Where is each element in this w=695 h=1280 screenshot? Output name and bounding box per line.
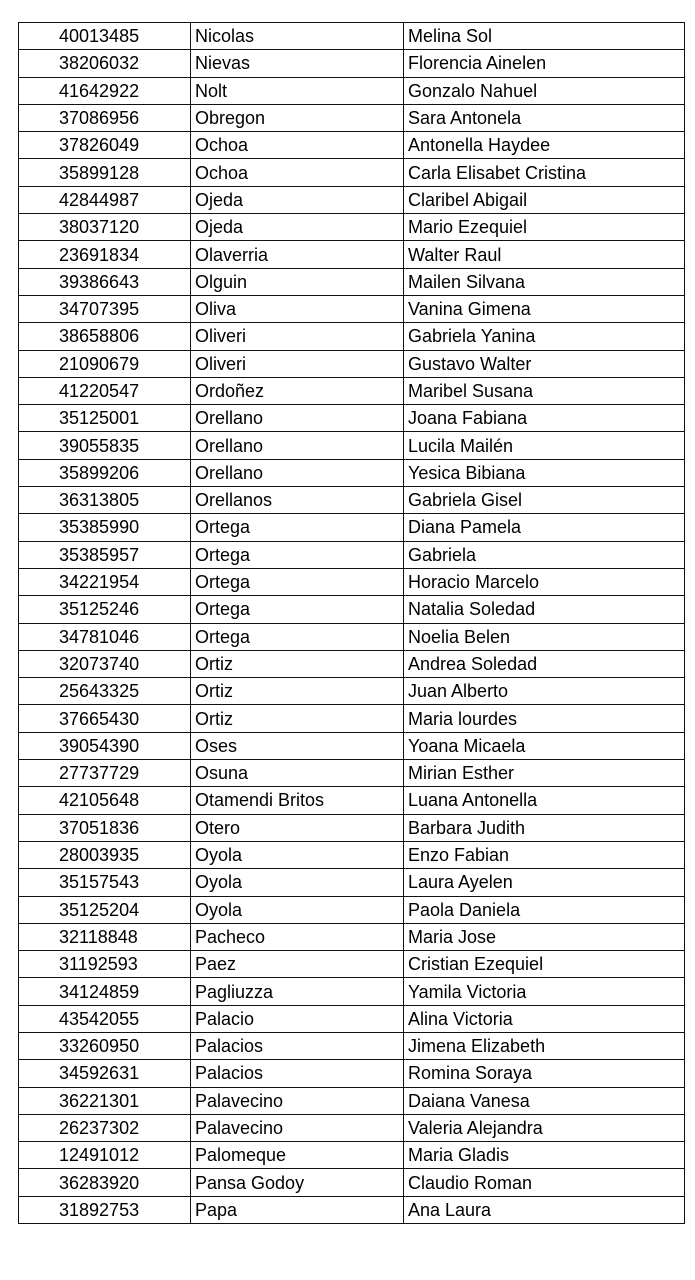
last-name-cell: Oliveri [191,350,404,377]
id-cell: 40013485 [19,23,191,50]
table-row [19,951,685,978]
last-name-cell: Orellano [191,432,404,459]
last-name-cell: Otamendi Britos [191,787,404,814]
table-row [19,159,685,186]
first-name-cell: Valeria Alejandra [404,1114,685,1141]
table-row [19,623,685,650]
last-name-cell: Pagliuzza [191,978,404,1005]
table-row [19,23,685,50]
table-row [19,760,685,787]
table-row [19,650,685,677]
table-row [19,1142,685,1169]
id-cell: 38037120 [19,214,191,241]
last-name-cell: Paez [191,951,404,978]
table-row [19,541,685,568]
first-name-cell: Florencia Ainelen [404,50,685,77]
last-name-cell: Oyola [191,841,404,868]
first-name-cell: Laura Ayelen [404,869,685,896]
id-cell: 37086956 [19,104,191,131]
table-row [19,869,685,896]
table-row [19,241,685,268]
first-name-cell: Maribel Susana [404,377,685,404]
table-row [19,77,685,104]
table-row [19,732,685,759]
table-row [19,1169,685,1196]
last-name-cell: Ortega [191,596,404,623]
last-name-cell: Olaverria [191,241,404,268]
first-name-cell: Yoana Micaela [404,732,685,759]
first-name-cell: Maria lourdes [404,705,685,732]
table-row [19,978,685,1005]
last-name-cell: Osuna [191,760,404,787]
id-cell: 37665430 [19,705,191,732]
last-name-cell: Otero [191,814,404,841]
id-cell: 39386643 [19,268,191,295]
first-name-cell: Maria Gladis [404,1142,685,1169]
id-cell: 27737729 [19,760,191,787]
last-name-cell: Pansa Godoy [191,1169,404,1196]
id-cell: 25643325 [19,678,191,705]
table-row [19,487,685,514]
last-name-cell: Obregon [191,104,404,131]
id-cell: 32118848 [19,923,191,950]
id-cell: 34592631 [19,1060,191,1087]
first-name-cell: Walter Raul [404,241,685,268]
table-row [19,432,685,459]
first-name-cell: Luana Antonella [404,787,685,814]
first-name-cell: Vanina Gimena [404,295,685,322]
last-name-cell: Pacheco [191,923,404,950]
first-name-cell: Noelia Belen [404,623,685,650]
table-row [19,787,685,814]
first-name-cell: Gabriela Yanina [404,323,685,350]
id-cell: 42844987 [19,186,191,213]
last-name-cell: Ochoa [191,159,404,186]
last-name-cell: Ojeda [191,214,404,241]
table-row [19,841,685,868]
table-row [19,568,685,595]
id-cell: 39054390 [19,732,191,759]
first-name-cell: Paola Daniela [404,896,685,923]
last-name-cell: Palacios [191,1060,404,1087]
first-name-cell: Lucila Mailén [404,432,685,459]
last-name-cell: Ortega [191,541,404,568]
table-row [19,923,685,950]
first-name-cell: Gabriela Gisel [404,487,685,514]
id-cell: 34707395 [19,295,191,322]
first-name-cell: Natalia Soledad [404,596,685,623]
id-cell: 31892753 [19,1196,191,1223]
table-row [19,896,685,923]
table-row [19,350,685,377]
first-name-cell: Mario Ezequiel [404,214,685,241]
last-name-cell: Nicolas [191,23,404,50]
first-name-cell: Carla Elisabet Cristina [404,159,685,186]
id-cell: 36221301 [19,1087,191,1114]
id-cell: 12491012 [19,1142,191,1169]
id-cell: 21090679 [19,350,191,377]
id-cell: 34781046 [19,623,191,650]
first-name-cell: Daiana Vanesa [404,1087,685,1114]
id-cell: 39055835 [19,432,191,459]
first-name-cell: Sara Antonela [404,104,685,131]
first-name-cell: Maria Jose [404,923,685,950]
document-page [18,22,684,1224]
table-row [19,323,685,350]
first-name-cell: Horacio Marcelo [404,568,685,595]
first-name-cell: Gabriela [404,541,685,568]
id-cell: 34124859 [19,978,191,1005]
table-row [19,214,685,241]
first-name-cell: Claribel Abigail [404,186,685,213]
table-row [19,405,685,432]
id-cell: 28003935 [19,841,191,868]
id-cell: 35125001 [19,405,191,432]
first-name-cell: Mirian Esther [404,760,685,787]
first-name-cell: Juan Alberto [404,678,685,705]
last-name-cell: Orellano [191,459,404,486]
table-row [19,268,685,295]
last-name-cell: Palacios [191,1032,404,1059]
table-row [19,1060,685,1087]
people-table [18,22,685,1224]
first-name-cell: Alina Victoria [404,1005,685,1032]
last-name-cell: Palacio [191,1005,404,1032]
table-row [19,1005,685,1032]
last-name-cell: Ortega [191,514,404,541]
table-row [19,104,685,131]
last-name-cell: Ortiz [191,650,404,677]
id-cell: 35125246 [19,596,191,623]
last-name-cell: Oses [191,732,404,759]
last-name-cell: Ordoñez [191,377,404,404]
id-cell: 31192593 [19,951,191,978]
first-name-cell: Andrea Soledad [404,650,685,677]
first-name-cell: Mailen Silvana [404,268,685,295]
last-name-cell: Palavecino [191,1087,404,1114]
id-cell: 41642922 [19,77,191,104]
id-cell: 32073740 [19,650,191,677]
id-cell: 26237302 [19,1114,191,1141]
last-name-cell: Olguin [191,268,404,295]
last-name-cell: Nolt [191,77,404,104]
id-cell: 37826049 [19,132,191,159]
last-name-cell: Papa [191,1196,404,1223]
first-name-cell: Barbara Judith [404,814,685,841]
last-name-cell: Palavecino [191,1114,404,1141]
id-cell: 35385957 [19,541,191,568]
table-row [19,1196,685,1223]
id-cell: 35125204 [19,896,191,923]
table-body [19,23,685,1224]
first-name-cell: Diana Pamela [404,514,685,541]
first-name-cell: Yesica Bibiana [404,459,685,486]
last-name-cell: Oyola [191,896,404,923]
first-name-cell: Gustavo Walter [404,350,685,377]
first-name-cell: Cristian Ezequiel [404,951,685,978]
table-row [19,814,685,841]
id-cell: 23691834 [19,241,191,268]
first-name-cell: Joana Fabiana [404,405,685,432]
table-row [19,132,685,159]
table-row [19,1032,685,1059]
id-cell: 36313805 [19,487,191,514]
id-cell: 33260950 [19,1032,191,1059]
last-name-cell: Ortiz [191,678,404,705]
last-name-cell: Ojeda [191,186,404,213]
id-cell: 38658806 [19,323,191,350]
last-name-cell: Orellanos [191,487,404,514]
first-name-cell: Antonella Haydee [404,132,685,159]
table-row [19,1114,685,1141]
first-name-cell: Melina Sol [404,23,685,50]
first-name-cell: Yamila Victoria [404,978,685,1005]
id-cell: 34221954 [19,568,191,595]
table-row [19,50,685,77]
table-row [19,705,685,732]
last-name-cell: Oliveri [191,323,404,350]
id-cell: 35899206 [19,459,191,486]
table-row [19,295,685,322]
table-row [19,377,685,404]
id-cell: 41220547 [19,377,191,404]
table-row [19,678,685,705]
id-cell: 43542055 [19,1005,191,1032]
id-cell: 37051836 [19,814,191,841]
id-cell: 35899128 [19,159,191,186]
last-name-cell: Ortega [191,623,404,650]
table-row [19,596,685,623]
first-name-cell: Jimena Elizabeth [404,1032,685,1059]
id-cell: 38206032 [19,50,191,77]
last-name-cell: Ortiz [191,705,404,732]
last-name-cell: Nievas [191,50,404,77]
id-cell: 35385990 [19,514,191,541]
first-name-cell: Enzo Fabian [404,841,685,868]
last-name-cell: Ochoa [191,132,404,159]
first-name-cell: Claudio Roman [404,1169,685,1196]
last-name-cell: Orellano [191,405,404,432]
id-cell: 36283920 [19,1169,191,1196]
first-name-cell: Gonzalo Nahuel [404,77,685,104]
last-name-cell: Ortega [191,568,404,595]
first-name-cell: Ana Laura [404,1196,685,1223]
table-row [19,1087,685,1114]
id-cell: 42105648 [19,787,191,814]
last-name-cell: Oliva [191,295,404,322]
table-row [19,186,685,213]
last-name-cell: Palomeque [191,1142,404,1169]
table-row [19,459,685,486]
id-cell: 35157543 [19,869,191,896]
table-row [19,514,685,541]
last-name-cell: Oyola [191,869,404,896]
first-name-cell: Romina Soraya [404,1060,685,1087]
